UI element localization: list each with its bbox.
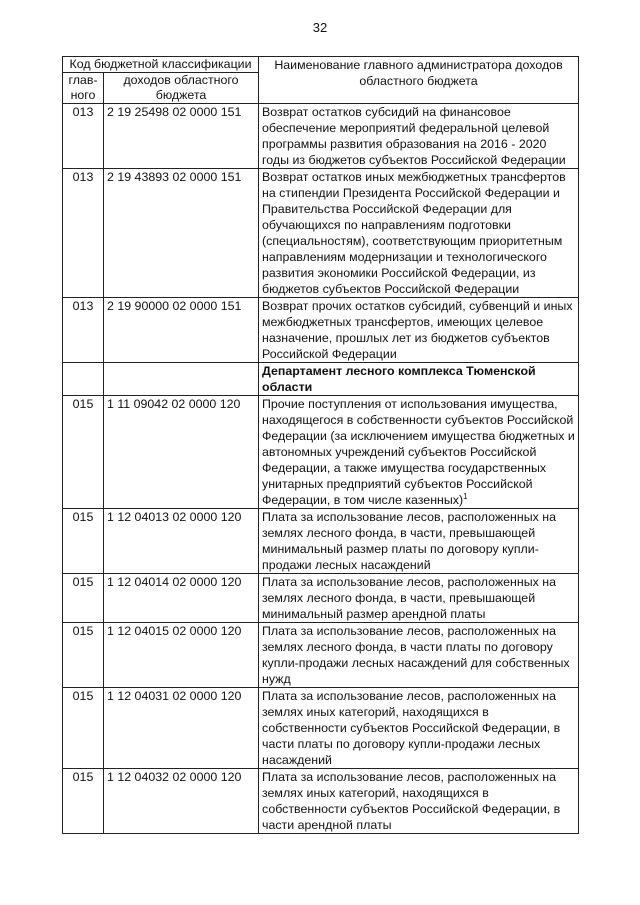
administrator-name-cell-text: Возврат прочих остатков субсидий, субвенций и иных межбюджетных трансфертов, имеющих целевое назначение, прошлых лет из бюджетов субъектов Российской Федерации: [262, 299, 573, 361]
admin-code-cell-text: 015: [72, 770, 94, 784]
administrator-name-cell-text: Возврат остатков субсидий на финансовое обеспечение мероприятий федеральной целевой программы развития образования на 2016 - 2020 годы из бюджетов субъектов Российской Федерации: [262, 105, 566, 167]
budget-classification-table: [62, 56, 579, 834]
administrator-name-cell-text: Плата за использование лесов, расположенных на землях иных категорий, находящихся в собственности субъектов Российской Федерации, в части платы по договору купли-продажи лесных насаждений: [262, 689, 561, 767]
income-code-cell-text: 1 12 04013 02 0000 120: [107, 510, 242, 524]
income-code-cell: [104, 169, 259, 298]
admin-code-cell: [63, 298, 104, 363]
table-row: [63, 509, 579, 574]
admin-code-cell: [63, 623, 104, 688]
admin-code-cell: [63, 574, 104, 623]
administrator-name-cell-text: Прочие поступления от использования имущества, находящегося в собственности субъектов Российской Федерации (за исключением имущества бюджетных и автономных учреждений субъектов Российской Федерации, а также имущества государственных унитарных предприятий субъектов Российской Федерации, в том числе казенных): [262, 397, 575, 507]
table-row: [63, 104, 579, 169]
admin-code-cell-text: 015: [72, 397, 94, 411]
admin-code-cell-text: 015: [72, 689, 94, 703]
administrator-name-cell: [259, 769, 579, 834]
admin-code-cell: [63, 688, 104, 769]
header-admin-code: глав- ного: [63, 73, 104, 104]
header-administrator-name: Наименование главного администратора доходов областного бюджета: [259, 57, 579, 104]
income-code-cell: [104, 363, 259, 396]
administrator-name-cell-text: Плата за использование лесов, расположенных на землях лесного фонда, в части платы по договору купли-продажи лесных насаждений для собственных нужд: [262, 624, 570, 686]
administrator-name-cell: [259, 104, 579, 169]
admin-code-cell-text: 013: [72, 170, 94, 184]
table-row: [63, 169, 579, 298]
income-code-cell: [104, 104, 259, 169]
admin-code-cell-text: 013: [72, 299, 94, 313]
administrator-name-cell: [259, 623, 579, 688]
income-code-cell-text: 2 19 25498 02 0000 151: [107, 105, 242, 119]
administrator-name-cell: [259, 688, 579, 769]
income-code-cell-text: 1 11 09042 02 0000 120: [107, 397, 241, 411]
admin-code-cell: [63, 169, 104, 298]
administrator-name-cell-text: Департамент лесного комплекса Тюменской области: [262, 364, 536, 394]
header-income-code: доходов областного бюджета: [104, 73, 259, 104]
income-code-cell-text: 1 12 04032 02 0000 120: [107, 770, 242, 784]
admin-code-cell-text: 015: [72, 510, 94, 524]
table-row: [63, 396, 579, 509]
income-code-cell-text: 1 12 04014 02 0000 120: [107, 575, 242, 589]
table-body: [63, 104, 579, 834]
admin-code-cell-text: 015: [72, 575, 94, 589]
admin-code-cell: [63, 104, 104, 169]
administrator-name-cell-text: Возврат остатков иных межбюджетных трансфертов на стипендии Президента Российской Федерации и Правительства Российской Федерации для обучающихся по направлениям подготовки (специальностям), соответствующим приоритетным направлениям модернизации и технологического развития экономики Российской Федерации, из бюджетов субъектов Российской Федерации: [262, 170, 566, 296]
administrator-name-cell: [259, 574, 579, 623]
income-code-cell: [104, 298, 259, 363]
page-number: 32: [312, 20, 328, 35]
income-code-cell: [104, 769, 259, 834]
admin-code-cell: [63, 396, 104, 509]
income-code-cell: [104, 574, 259, 623]
admin-code-cell: [63, 509, 104, 574]
income-code-cell-text: 2 19 90000 02 0000 151: [107, 299, 242, 313]
table-row: [63, 688, 579, 769]
administrator-name-cell: [259, 396, 579, 509]
income-code-cell: [104, 396, 259, 509]
income-code-cell-text: 1 12 04031 02 0000 120: [107, 689, 242, 703]
income-code-cell-text: 1 12 04015 02 0000 120: [107, 624, 242, 638]
income-code-cell: [104, 509, 259, 574]
department-row: [63, 363, 579, 396]
income-code-cell: [104, 623, 259, 688]
table-row: [63, 769, 579, 834]
table-row: [63, 574, 579, 623]
administrator-name-cell: [259, 298, 579, 363]
administrator-name-cell: [259, 509, 579, 574]
table-row: [63, 298, 579, 363]
table-row: [63, 623, 579, 688]
header-row: [63, 57, 579, 73]
admin-code-cell: [63, 363, 104, 396]
admin-code-cell-text: 013: [72, 105, 94, 119]
header-code-group: Код бюджетной классификации: [63, 57, 259, 73]
admin-code-cell-text: 015: [72, 624, 94, 638]
administrator-name-cell-text: Плата за использование лесов, расположенных на землях иных категорий, находящихся в собственности субъектов Российской Федерации, в части арендной платы: [262, 770, 561, 832]
administrator-name-cell: [259, 363, 579, 396]
administrator-name-cell-text: Плата за использование лесов, расположенных на землях лесного фонда, в части, превышающей минимальный размер арендной платы: [262, 575, 557, 621]
administrator-name-cell: [259, 169, 579, 298]
admin-code-cell: [63, 769, 104, 834]
income-code-cell: [104, 688, 259, 769]
income-code-cell-text: 2 19 43893 02 0000 151: [107, 170, 242, 184]
footnote-marker: 1: [463, 491, 468, 501]
administrator-name-cell-text: Плата за использование лесов, расположенных на землях лесного фонда, в части, превышающей минимальный размер платы по договору купли-продажи лесных насаждений: [262, 510, 557, 572]
